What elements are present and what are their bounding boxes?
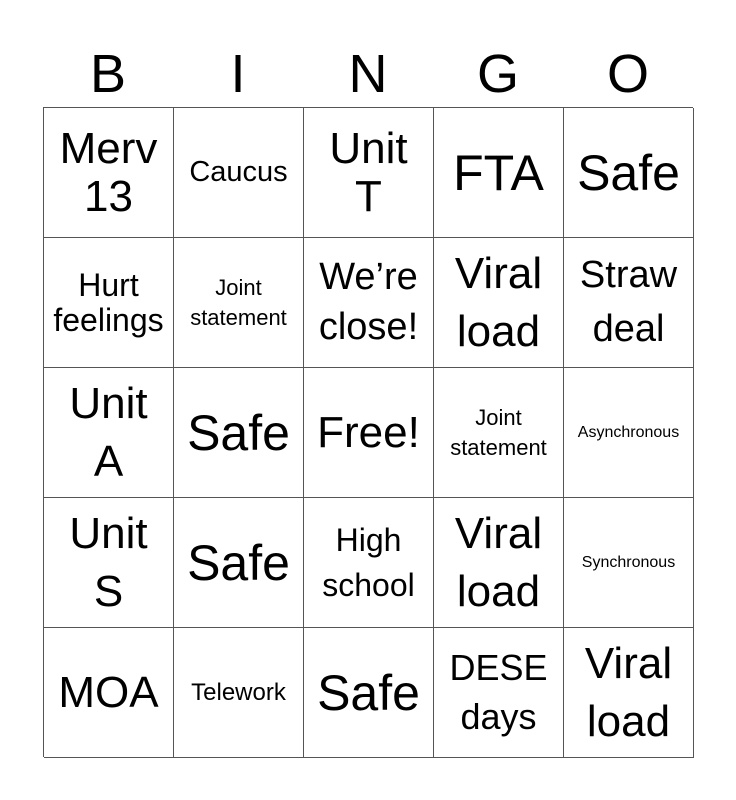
cell-label: Safe [577, 144, 680, 201]
bingo-cell-r1-c1[interactable] [44, 108, 174, 238]
cell-label: Synchronous [581, 553, 676, 571]
bingo-cell-r4-c4[interactable] [434, 498, 564, 628]
bingo-cell-r1-c2[interactable] [174, 108, 304, 238]
bingo-cell-r4-c1[interactable] [44, 498, 174, 628]
bingo-cell-r3-c4[interactable] [434, 368, 564, 498]
header-letter-o: O [606, 44, 649, 104]
cell-label: High school [322, 521, 415, 603]
cell-label: Joint statement [450, 404, 547, 460]
bingo-cell-r1-c3[interactable] [304, 108, 434, 238]
header-letter-g: G [476, 44, 519, 104]
bingo-cell-r3-c5[interactable] [564, 368, 694, 498]
bingo-cell-r5-c4[interactable] [434, 628, 564, 758]
cell-label: Viral load [454, 509, 543, 616]
cell-label: Merv 13 [59, 123, 158, 221]
cell-label: Viral load [454, 249, 543, 356]
bingo-cell-r2-c5[interactable] [564, 238, 694, 368]
bingo-cell-r2-c1[interactable] [44, 238, 174, 368]
bingo-cell-r5-c1[interactable] [44, 628, 174, 758]
cell-label: Safe [187, 404, 290, 461]
bingo-cell-r4-c5[interactable] [564, 498, 694, 628]
bingo-cell-r2-c3[interactable] [304, 238, 434, 368]
bingo-cell-r1-c4[interactable] [434, 108, 564, 238]
bingo-cell-r1-c5[interactable] [564, 108, 694, 238]
bingo-board [43, 107, 693, 757]
bingo-cell-r5-c2[interactable] [174, 628, 304, 758]
cell-label: Caucus [189, 155, 288, 188]
cell-label: Safe [317, 664, 420, 721]
header-letter-b: B [89, 44, 127, 104]
cell-label: Unit A [69, 379, 148, 486]
cell-label: Safe [187, 534, 290, 591]
bingo-cell-r4-c3[interactable] [304, 498, 434, 628]
cell-label: We’re close! [318, 256, 419, 348]
bingo-cell-r3-c3[interactable] [304, 368, 434, 498]
cell-label: Asynchronous [577, 423, 680, 441]
bingo-cell-r3-c1[interactable] [44, 368, 174, 498]
cell-label: Joint statement [190, 274, 287, 330]
bingo-cell-r5-c5[interactable] [564, 628, 694, 758]
cell-label: Straw deal [579, 254, 678, 350]
header-letter-i: I [230, 44, 246, 104]
bingo-cell-r4-c2[interactable] [174, 498, 304, 628]
bingo-cell-r2-c4[interactable] [434, 238, 564, 368]
cell-label: Unit T [329, 123, 408, 221]
bingo-cell-r5-c3[interactable] [304, 628, 434, 758]
cell-label: FTA [453, 144, 544, 201]
cell-label: Unit S [69, 509, 148, 616]
bingo-cell-r3-c2[interactable] [174, 368, 304, 498]
cell-label: DESE days [449, 646, 548, 737]
cell-label: Viral load [584, 639, 673, 746]
bingo-header [43, 40, 693, 108]
cell-label: Hurt feelings [53, 266, 164, 338]
header-letter-n: N [348, 44, 388, 104]
cell-label: Telework [191, 678, 286, 706]
cell-label: MOA [58, 667, 159, 717]
bingo-cell-r2-c2[interactable] [174, 238, 304, 368]
cell-label: Free! [317, 407, 420, 457]
